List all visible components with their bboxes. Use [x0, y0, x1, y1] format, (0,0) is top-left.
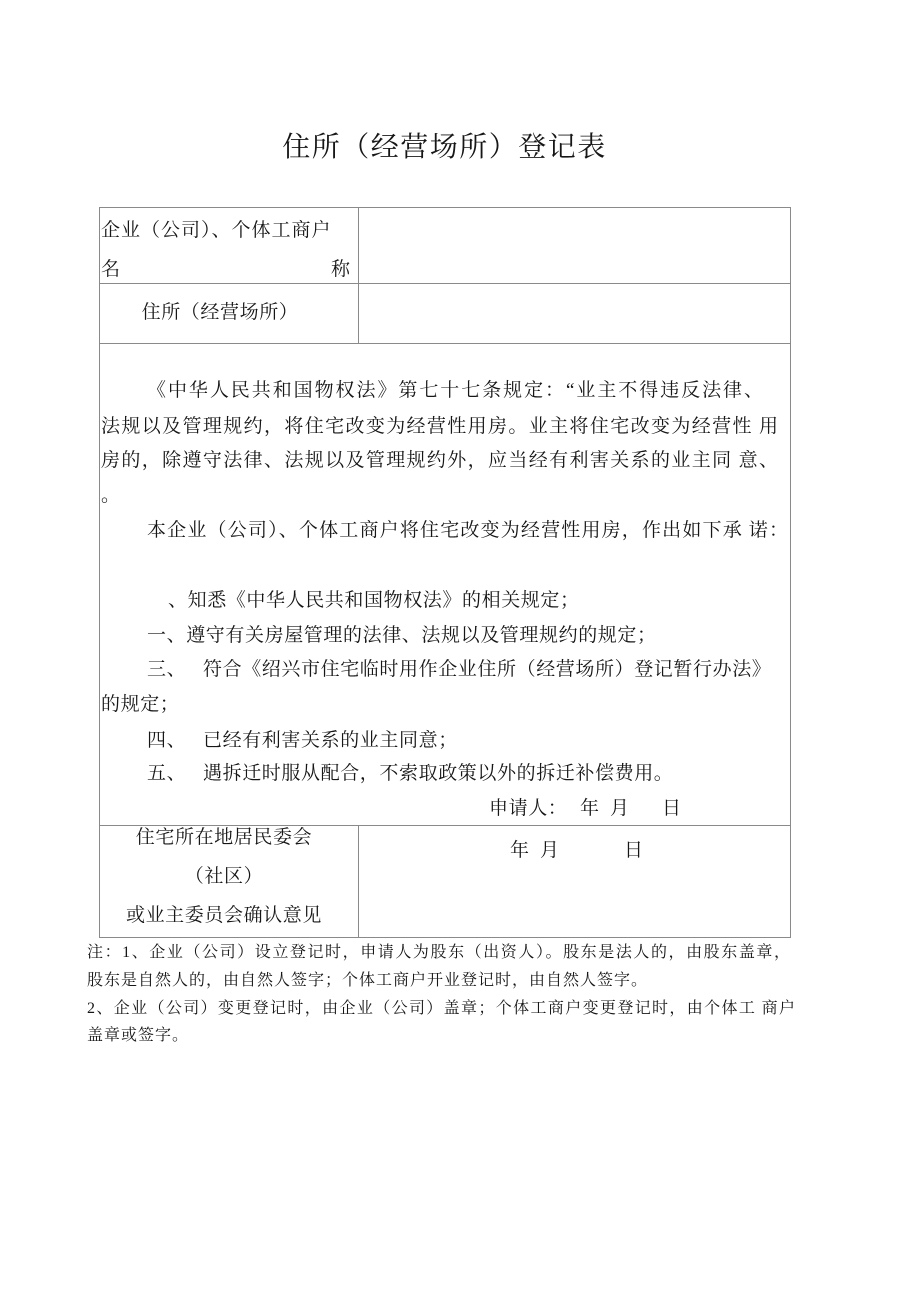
note-line: 盖章或签字。	[87, 1027, 190, 1044]
registration-table	[99, 207, 791, 938]
commitment-intro: 本企业（公司）、个体工商户将住宅改变为经营性用房，作出如下承 诺：	[147, 520, 788, 541]
applicant-date-month: 月	[610, 798, 630, 819]
opinion-label-line: 住宅所在地居民委会	[135, 827, 313, 848]
opinion-value-cell	[359, 826, 790, 937]
law-quote-line: 《中华人民共和国物权法》第七十七条规定：“业主不得违反法律、	[147, 380, 763, 401]
commitment-item-number: 三、	[147, 659, 187, 680]
opinion-label-cell	[100, 826, 359, 937]
name-label-cell	[100, 208, 359, 284]
opinion-date-month: 月	[540, 840, 560, 861]
note-line: 股东是自然人的，由自然人签字；个体工商户开业登记时，由自然人签字。	[87, 972, 649, 989]
commitment-item: 已经有利害关系的业主同意；	[203, 730, 458, 751]
commitment-item: 遇拆迁时服从配合，不索取政策以外的拆迁补偿费用。	[203, 763, 674, 784]
address-label: 住所（经营场所）	[141, 302, 299, 323]
law-quote-line: 法规以及管理规约，将住宅改变为经营性用房。业主将住宅改变为经营性 用	[101, 416, 778, 437]
note-line: 注：1、企业（公司）设立登记时，申请人为股东（出资人）。股东是法人的，由股东盖章，	[87, 944, 790, 961]
commitment-item: 、知悉《中华人民共和国物权法》的相关规定；	[168, 590, 580, 611]
note-line: 2、企业（公司）变更登记时，由企业（公司）盖章；个体工商户变更登记时，由个体工 商户	[87, 1000, 795, 1017]
address-value-field	[359, 284, 790, 344]
opinion-date-day: 日	[624, 840, 644, 861]
commitment-item-continuation: 的规定；	[101, 694, 180, 715]
name-value-field	[359, 208, 790, 284]
name-label-char-right: 称	[330, 259, 350, 280]
commitment-cell	[100, 344, 790, 826]
form-title: 住所（经营场所）登记表	[282, 132, 607, 163]
commitment-item: 符合《绍兴市住宅临时用作企业住所（经营场所）登记暂行办法》	[203, 659, 772, 680]
applicant-label: 申请人：	[489, 798, 568, 819]
opinion-date-year: 年	[510, 840, 530, 861]
law-quote-line: 。	[101, 485, 121, 506]
commitment-item: 一、遵守有关房屋管理的法律、法规以及管理规约的规定；	[147, 625, 657, 646]
commitment-item-number: 五、	[147, 763, 187, 784]
opinion-label-line: 或业主委员会确认意见	[125, 905, 322, 926]
commitment-item-number: 四、	[147, 730, 187, 751]
name-label-line2	[101, 258, 350, 282]
address-label-cell	[100, 284, 359, 344]
applicant-date-year: 年	[580, 798, 600, 819]
name-label-line1: 企业（公司）、个体工商户	[101, 220, 332, 241]
name-label-char-left: 名	[101, 259, 121, 280]
applicant-date-day: 日	[662, 798, 682, 819]
opinion-label-line: （社区）	[184, 866, 264, 887]
law-quote-line: 房的，除遵守法律、法规以及管理规约外，应当经有利害关系的业主同 意、	[101, 450, 778, 471]
